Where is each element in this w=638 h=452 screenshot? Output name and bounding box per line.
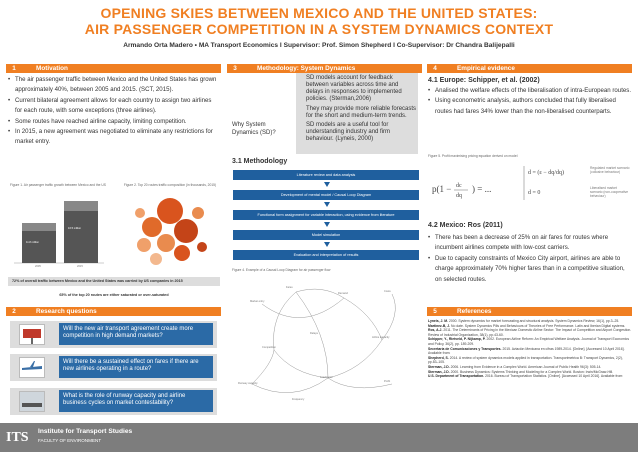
question-text: What is the role of runway capacity and airline business cycles on market contestability? bbox=[59, 390, 213, 412]
stat-box: 72% of overall traffic between Mexico and the United States was carried by US companies in 2015 bbox=[8, 277, 220, 286]
question-text: Will the new air transport agreement create more competition in high demand markets? bbox=[59, 323, 213, 345]
svg-text:d = (ε − dq/dq): d = (ε − dq/dq) bbox=[528, 170, 564, 176]
cld-node: Delays bbox=[310, 332, 318, 335]
reference-item: Sterman, J.D. 2006. Learning from Evidence in a Complex World. American Journal of Public Health 96(3): 505-14. bbox=[428, 364, 602, 369]
evidence-list bbox=[428, 86, 633, 117]
question-text: Will there be a sustained effect on fares if there are new airlines operating in a route? bbox=[59, 356, 213, 378]
reference-item: Schipper, Y., Rietveld, P. Nijkamp, P. 2002. European Airline Reform: An Empirical Welfare Analysis. Journal of Transport Economics and Policy, 36(2), pp. 189-209. bbox=[428, 337, 630, 346]
reference-item: Sterman, J.D. 2000. Business Dynamics: Systems Thinking and Modeling for a Complex World. Boston: Irwin/McGraw-Hill. bbox=[428, 369, 614, 374]
method-step: Development of mental model / Causal Loop Diagram bbox=[233, 190, 419, 200]
references-list bbox=[428, 319, 632, 379]
bar-2015-us bbox=[64, 211, 98, 263]
bar-2005-us bbox=[22, 231, 56, 263]
equation-label: Regulated market scenario (collusive behaviour) bbox=[590, 166, 630, 174]
reference-item: Martinez-B, J. No date. System Dynamics Pills and Behaviours of Theories of Free Performance. Latin and Iberian Digital systems. bbox=[428, 323, 626, 328]
down-arrow-icon bbox=[324, 202, 330, 207]
sd-benefit: They may provide more reliable forecasts for the short and medium-term trends. bbox=[306, 105, 417, 119]
evidence-item: • Due to capacity constraints of Mexico City airport, airlines are able to charge approximately 70% higher fares than in a competitive situation, on selected routes. bbox=[428, 254, 633, 285]
figure-caption: Figure 5. Profit maximising pricing equation derived on model bbox=[428, 154, 518, 158]
question-icon bbox=[19, 391, 45, 412]
section-number: 2 bbox=[12, 308, 16, 315]
reference-item: Ros, A.J. 2011. The Determinants of Pricing in the Mexican Domestic Airline Sector: The Impact of Competition and Airport Congestion. Review of Industrial Organization, 38(1), pp.43-60. bbox=[428, 328, 632, 337]
reference-item: Lyneis, J. M. 2000. System dynamics for market forecasting and structural analysis. System Dynamics Review, 16(1), pp.3–25. bbox=[428, 319, 620, 323]
cld-caption: Figure 4. Example of a Causal Loop Diagram for air passenger flow bbox=[232, 268, 331, 272]
evidence-title: 4.2 Mexico: Ros (2011) bbox=[428, 222, 503, 229]
title-line-1: OPENING SKIES BETWEEN MEXICO AND THE UNITED STATES: bbox=[100, 5, 538, 21]
method-step: Literature review and data analysis bbox=[233, 170, 419, 180]
cld-node: Profit bbox=[384, 380, 391, 383]
figure-caption: Figure 1. Air passenger traffic growth between Mexico and the US bbox=[10, 183, 106, 187]
faculty-name: FACULTY OF ENVIRONMENT bbox=[38, 438, 102, 443]
evidence-list bbox=[428, 233, 633, 285]
methodology-subtitle: 3.1 Methodology bbox=[232, 158, 288, 165]
motivation-item: • Some routes have reached airline capacity, limiting competition. bbox=[8, 117, 220, 127]
equation-label: Liberalised market scenario (non-cooperative behaviour) bbox=[590, 186, 629, 198]
section-methodology-header bbox=[227, 64, 422, 73]
section-title: Research questions bbox=[36, 308, 97, 315]
motivation-item: • Current bilateral agreement allows for each country to assign two airlines for each route, with some exceptions (three airlines). bbox=[8, 96, 220, 117]
its-logo: ITS bbox=[6, 430, 29, 445]
svg-text:p(1 −: p(1 − bbox=[432, 184, 452, 194]
figure-route-composition bbox=[116, 183, 224, 275]
section-title: Motivation bbox=[36, 65, 68, 72]
motivation-item: • The air passenger traffic between Mexico and the United States has grown approximately 40%, between 2005 and 2015. (SCT, 2015). bbox=[8, 75, 220, 96]
cld-links bbox=[232, 274, 420, 414]
evidence-item: • There has been a decrease of 25% on air fares for routes where incumbent airlines compete with low-cost carriers. bbox=[428, 233, 633, 254]
svg-text:d = 0: d = 0 bbox=[528, 190, 541, 196]
down-arrow-icon bbox=[324, 222, 330, 227]
motivation-list bbox=[8, 75, 220, 148]
bar-value: 16.5 million bbox=[68, 227, 82, 230]
poster-title bbox=[0, 6, 638, 37]
cld-node: Fares bbox=[286, 286, 293, 289]
sign-icon bbox=[20, 325, 44, 344]
down-arrow-icon bbox=[324, 182, 330, 187]
sd-benefit: SD models account for feedback between variables across time and delays in responses to implemented policies. (Sterman,2006) bbox=[306, 75, 402, 102]
section-title: Methodology: System Dynamics bbox=[257, 65, 356, 72]
reference-item: Shepherd, S. 2014. A review of system dynamics models applied in transportation. Transportmetrica B: Transport Dynamics, 2(2), pp.83–105. bbox=[428, 355, 623, 365]
evidence-item: • Analised the welfare effects of the liberalisation of intra-European routes. bbox=[428, 86, 633, 96]
causal-loop-diagram bbox=[232, 274, 420, 414]
section-title: References bbox=[457, 308, 492, 315]
cld-node: Demand bbox=[338, 292, 348, 295]
method-step: Functional form assignment for variable interaction, using evidence from literature bbox=[233, 210, 419, 220]
svg-text:) = ...: ) = ... bbox=[472, 184, 492, 194]
question-icon bbox=[19, 357, 45, 378]
cld-node: Costs bbox=[384, 290, 391, 293]
cld-node: Airline capacity bbox=[372, 336, 390, 339]
institute-name: Institute for Transport Studies bbox=[38, 428, 133, 435]
section-number: 5 bbox=[433, 308, 437, 315]
why-sd-label: Why System Dynamics (SD)? bbox=[232, 122, 276, 136]
bubble-chart bbox=[116, 191, 224, 271]
cld-node: Runway capacity bbox=[238, 382, 258, 385]
bar-label: 2005 bbox=[35, 265, 41, 268]
section-number: 1 bbox=[12, 65, 16, 72]
section-empirical-header bbox=[427, 64, 632, 73]
section-number: 3 bbox=[233, 65, 237, 72]
pricing-equation-figure bbox=[428, 160, 630, 218]
evidence-title: 4.1 Europe: Schipper, et al. (2002) bbox=[428, 77, 540, 84]
down-arrow-icon bbox=[324, 242, 330, 247]
question-icon bbox=[19, 324, 45, 345]
bar-label: 2015 bbox=[77, 265, 83, 268]
method-step: Evaluation and interpretation of results bbox=[233, 250, 419, 260]
bar-chart bbox=[8, 193, 108, 275]
plane-icon bbox=[20, 358, 44, 377]
motivation-item: • In 2015, a new agreement was negotiated to eliminate any restrictions for market entry. bbox=[8, 127, 220, 148]
stat-box: 65% of the top 20 routes are either saturated or over-saturated bbox=[59, 293, 169, 297]
bar-2015-mx bbox=[64, 201, 98, 211]
figure-traffic-growth bbox=[8, 183, 108, 275]
section-number: 4 bbox=[433, 65, 437, 72]
sd-benefits-list bbox=[299, 75, 417, 143]
cld-node: Frequency bbox=[292, 398, 305, 401]
authors-line: Armando Orta Madero • MA Transport Economics I Supervisor: Prof. Simon Shepherd I Co-Supervisor: Dr Chandra Balijepalli bbox=[123, 42, 515, 49]
section-motivation-header bbox=[6, 64, 221, 73]
svg-text:dq: dq bbox=[456, 193, 462, 199]
runway-icon bbox=[20, 392, 44, 411]
section-references-header bbox=[427, 307, 632, 316]
title-line-2: AIR PASSENGER COMPETITION IN A SYSTEM DYNAMICS CONTEXT bbox=[84, 20, 554, 37]
figure-caption: Figure 2. Top 20 routes traffic composition (in thousands, 2015) bbox=[123, 183, 217, 187]
cld-node: Market entry bbox=[250, 300, 265, 303]
cld-node: Competition bbox=[262, 346, 276, 349]
evidence-item: • Using econometric analysis, authors concluded that fully liberalised routes had fares 34% lower than the non-liberalised counterparts. bbox=[428, 96, 633, 117]
bar-value: 11.8 million bbox=[26, 241, 39, 244]
sd-benefit: SD models are a useful tool for understanding industry and firm behaviour. (Lyneis, 2000) bbox=[306, 122, 391, 143]
bar-2005-mx bbox=[22, 223, 56, 231]
section-title: Empirical evidence bbox=[457, 65, 515, 72]
method-step: Model simulation bbox=[233, 230, 419, 240]
section-questions-header bbox=[6, 307, 221, 316]
reference-item: Secretaría de Comunicaciones y Transportes. 2015. Aviación Mexicana en cifras 1989-2014. [Online]. [Accessed 10 April 2016]. Available from: bbox=[428, 346, 625, 356]
svg-text:dc: dc bbox=[456, 183, 462, 189]
cld-node: Load factor bbox=[320, 376, 333, 379]
reference-item: U.S. Department of Transportation. 2016. Bureau of Transportation Statistics. [Online]. [Accessed 10 April 2016]. Available from: bbox=[428, 374, 624, 379]
